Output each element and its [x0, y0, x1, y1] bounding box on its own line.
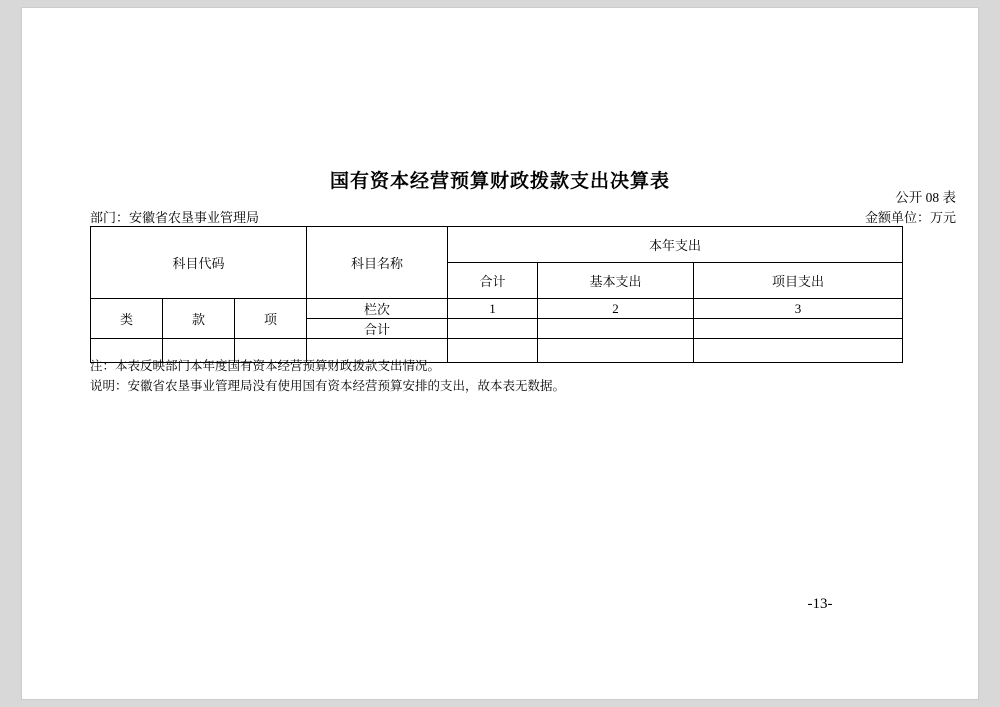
cell-index-project: 3	[694, 299, 903, 319]
header-class: 类	[91, 299, 163, 339]
cell-sum-project	[694, 319, 903, 339]
table-row	[91, 227, 903, 263]
note-line-1: 注：本表反映部门本年度国有资本经营预算财政拨款支出情况。	[90, 359, 441, 373]
header-project: 项目支出	[694, 263, 903, 299]
header-section: 款	[163, 299, 235, 339]
header-code: 科目代码	[91, 227, 307, 299]
note-line-2: 说明：安徽省农垦事业管理局没有使用国有资本经营预算安排的支出，故本表无数据。	[90, 379, 566, 393]
page-title: 国有资本经营预算财政拨款支出决算表	[329, 171, 670, 192]
header-total: 合计	[448, 263, 538, 299]
sheet-number: 公开 08 表	[895, 190, 956, 205]
budget-table	[90, 226, 903, 363]
cell-index-total: 1	[448, 299, 538, 319]
cell-sum-basic	[538, 319, 694, 339]
document-page	[22, 8, 978, 699]
table-row	[91, 299, 903, 319]
header-item: 项	[235, 299, 307, 339]
row-label-sum: 合计	[307, 319, 448, 339]
department-label: 部门：安徽省农垦事业管理局	[90, 210, 260, 225]
page-number-value: -13-	[807, 596, 833, 612]
header-name: 科目名称	[307, 227, 448, 299]
cell-index-basic: 2	[538, 299, 694, 319]
header-current-year: 本年支出	[448, 227, 903, 263]
row-label-column-index: 栏次	[307, 299, 448, 319]
cell-sum-total	[448, 319, 538, 339]
amount-unit-label: 金额单位：万元	[864, 210, 956, 225]
table-notes	[90, 356, 565, 396]
cell-blank-project	[694, 339, 903, 363]
page-number	[22, 596, 978, 613]
header-basic: 基本支出	[538, 263, 694, 299]
